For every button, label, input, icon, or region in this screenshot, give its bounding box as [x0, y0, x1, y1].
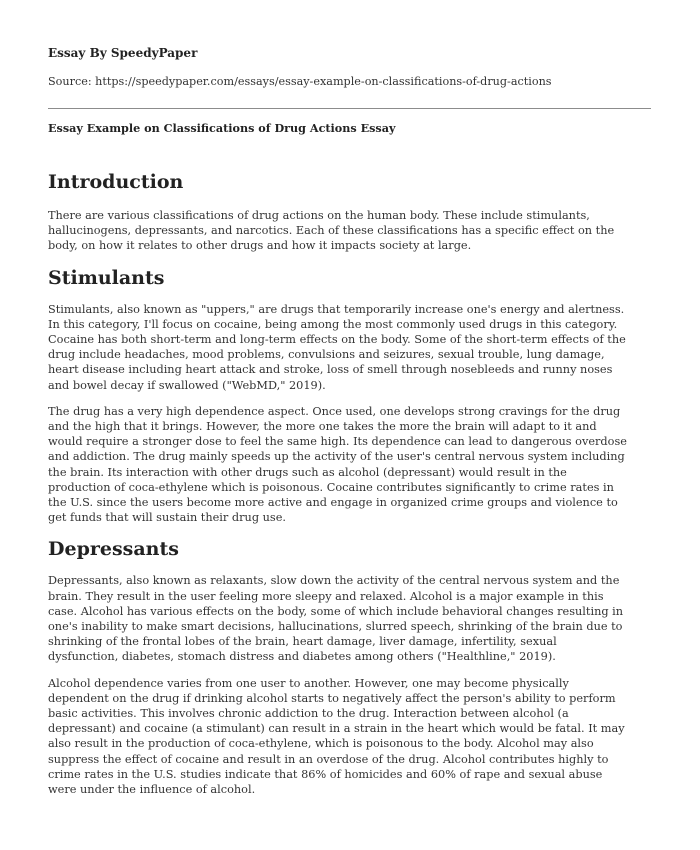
text-line: dependent on the drug if drinking alcohol starts to negatively affect the person's ability to perform: [48, 691, 616, 705]
brand-title: Essay By SpeedyPaper: [48, 46, 198, 60]
text-line: There are various classifications of drug actions on the human body. These include stimulants,: [48, 209, 590, 222]
text-line: the U.S. since the users become more active and engage in organized crime groups and violence to: [48, 496, 618, 510]
text-line: suppress the effect of cocaine and result in an overdose of the drug. Alcohol contributes highly to: [48, 752, 609, 766]
text-line: Depressants, also known as relaxants, slow down the activity of the central nervous system and the: [48, 574, 620, 588]
header-divider: [48, 108, 651, 109]
section-stimulants: [48, 266, 658, 526]
text-line: hallucinogens, depressants, and narcotics. Each of these classifications has a specific effect on the: [48, 224, 615, 238]
text-line: body, on how it relates to other drugs and how it impacts society at large.: [48, 239, 472, 253]
text-line: Stimulants, also known as "uppers," are drugs that temporarily increase one's energy and alertness.: [48, 302, 625, 316]
text-line: also result in the production of coca-ethylene, which is poisonous to the body. Alcohol may also: [48, 737, 594, 751]
text-line: and the high that it brings. However, the more one takes the more the brain will adapt to it and: [48, 420, 597, 434]
text-line: production of coca-ethylene which is poisonous. Cocaine contributes significantly to crime rates in: [48, 480, 614, 494]
text-line: and addiction. The drug mainly speeds up the activity of the user's central nervous system including: [48, 450, 625, 464]
text-line: depressant) and cocaine (a stimulant) can result in a strain in the heart which would be fatal. It may: [48, 722, 625, 736]
text-line: were under the influence of alcohol.: [48, 783, 256, 797]
text-line: basic activities. This involves chronic addiction to the drug. Interaction between alcohol (a: [48, 707, 569, 721]
text-line: heart disease including heart attack and stroke, loss of smell through nosebleeds and runny noses: [48, 363, 613, 377]
text-line: Cocaine has both short-term and long-term effects on the body. Some of the short-term effects of the: [48, 333, 626, 347]
depressants-paragraph-1: [48, 573, 658, 664]
text-line: the brain. Its interaction with other drugs such as alcohol (depressant) would result in the: [48, 465, 567, 479]
introduction-paragraph-1: [48, 208, 658, 254]
text-line: The drug has a very high dependence aspect. Once used, one develops strong cravings for the drug: [48, 404, 621, 418]
text-line: and bowel decay if swallowed ("WebMD," 2019).: [48, 378, 326, 392]
stimulants-heading: Stimulants: [48, 266, 165, 289]
text-line: case. Alcohol has various effects on the body, some of which include behavioral changes resulting in: [48, 604, 624, 618]
text-line: shrinking of the frontal lobes of the brain, heart damage, liver damage, infertility, sexual: [48, 635, 557, 649]
depressants-heading: Depressants: [48, 538, 179, 561]
essay-content: [48, 170, 658, 797]
text-line: brain. They result in the user feeling more sleepy and relaxed. Alcohol is a major example in this: [48, 589, 604, 603]
source-url: Source: https://speedypaper.com/essays/essay-example-on-classifications-of-drug-actions: [48, 75, 552, 88]
text-line: dysfunction, diabetes, stomach distress and diabetes among others ("Healthline," 2019).: [48, 650, 556, 664]
text-line: get funds that will sustain their drug use.: [48, 511, 286, 525]
introduction-heading: Introduction: [48, 171, 184, 193]
text-line: crime rates in the U.S. studies indicate that 86% of homicides and 60% of rape and sexual abuse: [48, 767, 603, 781]
section-depressants: [48, 537, 658, 797]
text-line: drug include headaches, mood problems, convulsions and seizures, sexual trouble, lung damage,: [48, 348, 605, 362]
depressants-paragraph-2: [48, 676, 658, 798]
section-introduction: [48, 170, 658, 254]
text-line: In this category, I'll focus on cocaine, being among the most commonly used drugs in this category.: [48, 317, 618, 331]
stimulants-paragraph-2: [48, 404, 658, 526]
stimulants-paragraph-1: [48, 302, 658, 393]
text-line: Alcohol dependence varies from one user to another. However, one may become physically: [48, 676, 569, 690]
essay-title: Essay Example on Classifications of Drug Actions Essay: [48, 121, 396, 135]
text-line: one's inability to make smart decisions, hallucinations, slurred speech, shrinking of the brain due to: [48, 620, 623, 634]
text-line: would require a stronger dose to feel the same high. Its dependence can lead to dangerous overdose: [48, 435, 627, 449]
